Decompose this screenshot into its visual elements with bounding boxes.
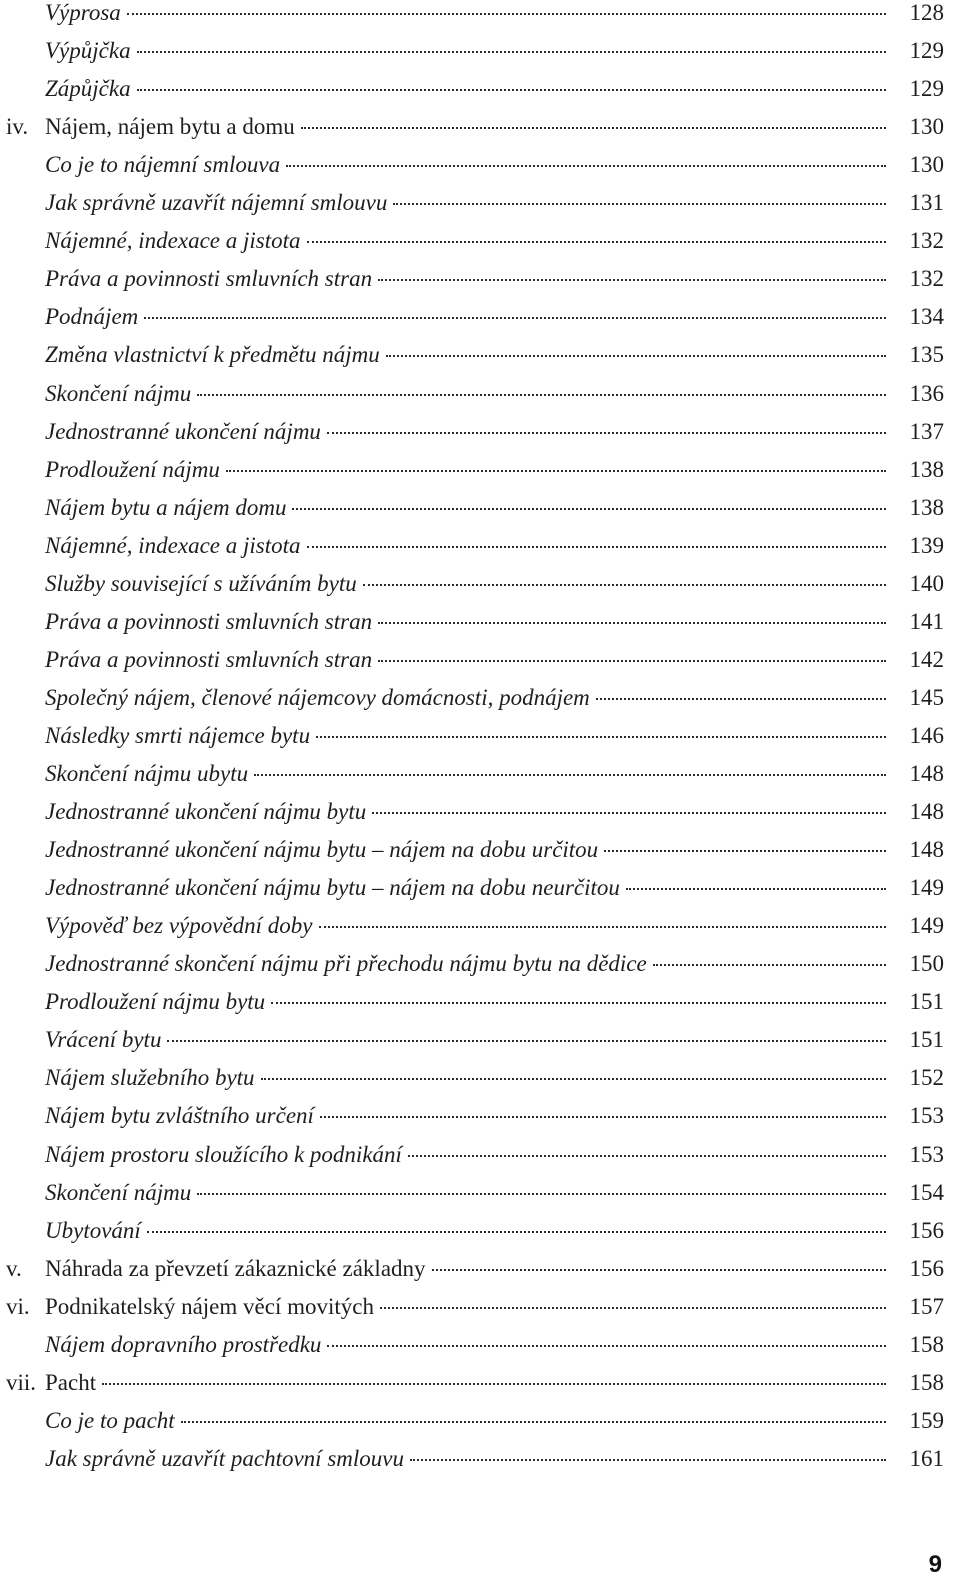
dot-leader (604, 850, 886, 852)
dot-leader (197, 1193, 886, 1195)
toc-entry (0, 150, 960, 188)
toc-entry-title: Práva a povinnosti smluvních stran (45, 608, 373, 634)
toc-entry-title: Jednostranné skončení nájmu při přechodu nájmu bytu na dědice (45, 951, 647, 977)
toc-entry (0, 302, 960, 340)
toc-entry-text (45, 493, 894, 523)
toc-entry-text (45, 949, 894, 979)
toc-entry-text (45, 873, 894, 903)
toc-entry (0, 759, 960, 797)
toc-entry (0, 0, 960, 36)
toc-entry (0, 911, 960, 949)
toc-entry (0, 987, 960, 1025)
toc-entry-text (45, 569, 894, 599)
toc-entry-title: Jednostranné ukončení nájmu bytu (45, 799, 367, 825)
toc-entry-text (45, 1178, 894, 1208)
dot-leader (301, 127, 886, 129)
dot-leader (386, 355, 886, 357)
toc-entry-title: Následky smrti nájemce bytu (45, 722, 311, 748)
toc-entry-page: 156 (909, 1255, 944, 1281)
toc-entry-page: 151 (909, 1027, 944, 1053)
dot-leader (363, 584, 886, 586)
dot-leader (271, 1002, 886, 1004)
toc-entry-title: Služby související s užíváním bytu (45, 570, 357, 596)
toc-entry-text (6, 1292, 894, 1322)
toc-entry-page: 129 (909, 76, 944, 102)
dot-leader (147, 1231, 886, 1233)
toc-entry-title: Podnikatelský nájem věcí movitých (45, 1293, 374, 1319)
toc-entry-title: Nájem prostoru sloužícího k podnikání (45, 1141, 402, 1167)
toc-entry-page: 159 (909, 1407, 944, 1433)
toc-entry-text (45, 1025, 894, 1055)
toc-entry-page: 132 (909, 228, 944, 254)
toc-entry-page: 129 (909, 38, 944, 64)
toc-entry (0, 1025, 960, 1063)
dot-leader (102, 1383, 886, 1385)
dot-leader (197, 394, 886, 396)
toc-entry-page: 150 (909, 951, 944, 977)
toc-entry (0, 1368, 960, 1406)
toc-entry (0, 873, 960, 911)
dot-leader (316, 736, 886, 738)
toc-entry-text (45, 188, 894, 218)
dot-leader (127, 13, 886, 15)
toc-entry-text (45, 1063, 894, 1093)
toc-entry-title: Jak správně uzavřít nájemní smlouvu (45, 190, 388, 216)
dot-leader (292, 508, 886, 510)
dot-leader (286, 165, 886, 167)
toc-entry-text (45, 74, 894, 104)
dot-leader (307, 241, 887, 243)
toc-entry-text (45, 1330, 894, 1360)
toc-entry-page: 142 (909, 646, 944, 672)
toc-entry-title: Skončení nájmu (45, 1179, 192, 1205)
toc-entry-text (45, 683, 894, 713)
toc-entry-text (45, 987, 894, 1017)
dot-leader (137, 89, 886, 91)
toc-entry-title: Co je to nájemní smlouva (45, 152, 281, 178)
toc-entry (0, 1216, 960, 1254)
dot-leader (393, 203, 886, 205)
toc-entry-text (6, 112, 894, 142)
dot-leader (320, 1116, 886, 1118)
toc-entry-page: 158 (909, 1331, 944, 1357)
toc-entry-page: 139 (909, 532, 944, 558)
toc-entry (0, 1140, 960, 1178)
toc-entry-title: Prodloužení nájmu (45, 456, 220, 482)
toc-entry (0, 264, 960, 302)
toc-entry-page: 148 (909, 799, 944, 825)
dot-leader (378, 622, 886, 624)
toc-entry (0, 493, 960, 531)
toc-entry (0, 36, 960, 74)
toc-entry-page: 128 (909, 0, 944, 25)
toc-entry-page: 130 (909, 152, 944, 178)
toc-entry-number: v. (6, 1255, 22, 1281)
toc-entry-text (45, 911, 894, 941)
toc-entry-text (45, 1444, 894, 1474)
toc-entry-title: Nájemné, indexace a jistota (45, 532, 301, 558)
toc-entry (0, 607, 960, 645)
toc-entry-title: Práva a povinnosti smluvních stran (45, 646, 373, 672)
toc-entry-text (45, 0, 894, 28)
toc-entry-text (45, 1140, 894, 1170)
toc-entry-text (45, 1216, 894, 1246)
toc-entry (0, 1063, 960, 1101)
toc-entry-text (45, 645, 894, 675)
toc-entry (0, 112, 960, 150)
dot-leader (261, 1078, 886, 1080)
dot-leader (408, 1155, 886, 1157)
dot-leader (319, 926, 886, 928)
toc-entry (0, 1178, 960, 1216)
dot-leader (653, 964, 886, 966)
toc-entry-title: Náhrada za převzetí zákaznické základny (45, 1255, 426, 1281)
toc-entry-title: Změna vlastnictví k předmětu nájmu (45, 342, 380, 368)
toc-entry-text (45, 302, 894, 332)
toc-entry-text (45, 379, 894, 409)
toc-entry (0, 1254, 960, 1292)
toc-entry-page: 135 (909, 342, 944, 368)
toc-entry-page: 161 (909, 1445, 944, 1471)
toc-entry-text (45, 531, 894, 561)
toc-entry-page: 158 (909, 1369, 944, 1395)
toc-entry (0, 1101, 960, 1139)
toc-entry (0, 74, 960, 112)
toc-entry-page: 153 (909, 1141, 944, 1167)
toc-entry-title: Výpověď bez výpovědní doby (45, 913, 313, 939)
toc-entry-title: Skončení nájmu (45, 380, 192, 406)
toc-entry-page: 137 (909, 418, 944, 444)
toc-entry-text (45, 797, 894, 827)
toc-entry (0, 797, 960, 835)
toc-entry-number: vii. (6, 1369, 37, 1395)
toc-entry-page: 156 (909, 1217, 944, 1243)
toc-entry (0, 455, 960, 493)
toc-entry-page: 157 (909, 1293, 944, 1319)
dot-leader (327, 1345, 886, 1347)
toc-entry-text (45, 759, 894, 789)
toc-entry-title: Nájem bytu a nájem domu (45, 494, 287, 520)
toc-entry-text (45, 1101, 894, 1131)
toc-entry-title: Nájem bytu zvláštního určení (45, 1103, 314, 1129)
toc-entry-page: 138 (909, 456, 944, 482)
toc-entry-page: 153 (909, 1103, 944, 1129)
toc-entry-title: Práva a povinnosti smluvních stran (45, 266, 373, 292)
toc-entry-title: Nájem služebního bytu (45, 1065, 255, 1091)
toc-entry-title: Jednostranné ukončení nájmu (45, 418, 321, 444)
toc-entry (0, 645, 960, 683)
toc-entry-title: Jednostranné ukončení nájmu bytu – nájem na dobu neurčitou (45, 875, 620, 901)
dot-leader (410, 1459, 886, 1461)
dot-leader (380, 1307, 886, 1309)
toc-entry-title: Ubytování (45, 1217, 141, 1243)
toc-entry (0, 188, 960, 226)
dot-leader (596, 698, 886, 700)
toc-entry-title: Nájem dopravního prostředku (45, 1331, 322, 1357)
toc-entry-text (45, 264, 894, 294)
toc-entry-title: Skončení nájmu ubytu (45, 761, 249, 786)
toc-entry-page: 148 (909, 837, 944, 863)
dot-leader (254, 774, 886, 776)
toc-entry (0, 835, 960, 873)
dot-leader (378, 279, 886, 281)
toc-entry-title: Nájemné, indexace a jistota (45, 228, 301, 254)
dot-leader (307, 546, 887, 548)
dot-leader (181, 1421, 886, 1423)
toc-entry-page: 134 (909, 304, 944, 330)
toc-entry-title: Pacht (45, 1369, 97, 1395)
toc-entry-page: 140 (909, 570, 944, 596)
toc-entry-title: Vrácení bytu (45, 1027, 162, 1053)
toc-entry-page: 136 (909, 380, 944, 406)
toc-entry-number: iv. (6, 114, 29, 140)
toc-entry-text (45, 721, 894, 751)
toc-entry-page: 152 (909, 1065, 944, 1091)
toc-entry (0, 340, 960, 378)
dot-leader (378, 660, 886, 662)
toc-entry-text (6, 1368, 894, 1398)
toc-entry-title: Prodloužení nájmu bytu (45, 989, 266, 1015)
toc-entry-page: 154 (909, 1179, 944, 1205)
toc-entry-text (45, 607, 894, 637)
toc-entry-title: Jak správně uzavřít pachtovní smlouvu (45, 1445, 404, 1471)
toc-entry-title: Výpůjčka (45, 38, 131, 64)
toc-entry (0, 1292, 960, 1330)
toc-entry-text (45, 150, 894, 180)
toc-entry (0, 1330, 960, 1368)
dot-leader (144, 317, 886, 319)
toc-entry-page: 149 (909, 875, 944, 901)
toc-entry-text (45, 835, 894, 865)
toc-entry-page: 132 (909, 266, 944, 292)
toc-entry (0, 1406, 960, 1444)
dot-leader (372, 812, 886, 814)
toc-entry-page: 141 (909, 608, 944, 634)
toc-entry-number: vi. (6, 1293, 30, 1319)
toc-entry (0, 1444, 960, 1482)
toc-entry-title: Co je to pacht (45, 1407, 175, 1433)
toc-entry-title: Společný nájem, členové nájemcovy domácnosti, podnájem (45, 684, 590, 710)
toc-entry-title: Nájem, nájem bytu a domu (45, 114, 295, 140)
dot-leader (226, 470, 886, 472)
toc-entry (0, 531, 960, 569)
toc-entry (0, 569, 960, 607)
dot-leader (167, 1040, 886, 1042)
dot-leader (626, 888, 886, 890)
toc-entry-page: 145 (909, 684, 944, 710)
toc-entry-text (6, 1254, 894, 1284)
toc-entry-page: 130 (909, 114, 944, 140)
toc-entry (0, 683, 960, 721)
toc-entry (0, 417, 960, 455)
toc-entry-title: Podnájem (45, 304, 139, 330)
dot-leader (432, 1269, 886, 1271)
toc-entry-title: Zápůjčka (45, 76, 131, 102)
toc-entry (0, 226, 960, 264)
toc-entry-text (45, 36, 894, 66)
toc-entry-text (45, 1406, 894, 1436)
toc-entry-page: 151 (909, 989, 944, 1015)
toc-entry-title: Výprosa (45, 0, 121, 25)
dot-leader (327, 432, 886, 434)
toc-entry-text (45, 226, 894, 256)
toc-entry (0, 949, 960, 987)
toc-entry-page: 138 (909, 494, 944, 520)
toc-entry-page: 149 (909, 913, 944, 939)
toc-entry-page: 148 (909, 761, 944, 786)
toc-entry-text (45, 455, 894, 485)
dot-leader (137, 51, 886, 53)
toc-entry (0, 379, 960, 417)
toc-entry (0, 721, 960, 759)
toc-entry-page: 146 (909, 722, 944, 748)
toc-entry-text (45, 417, 894, 447)
toc-entry-title: Jednostranné ukončení nájmu bytu – nájem na dobu určitou (45, 837, 599, 863)
page-number: 9 (928, 1551, 942, 1578)
toc-entry-text (45, 340, 894, 370)
toc-entry-page: 131 (909, 190, 944, 216)
